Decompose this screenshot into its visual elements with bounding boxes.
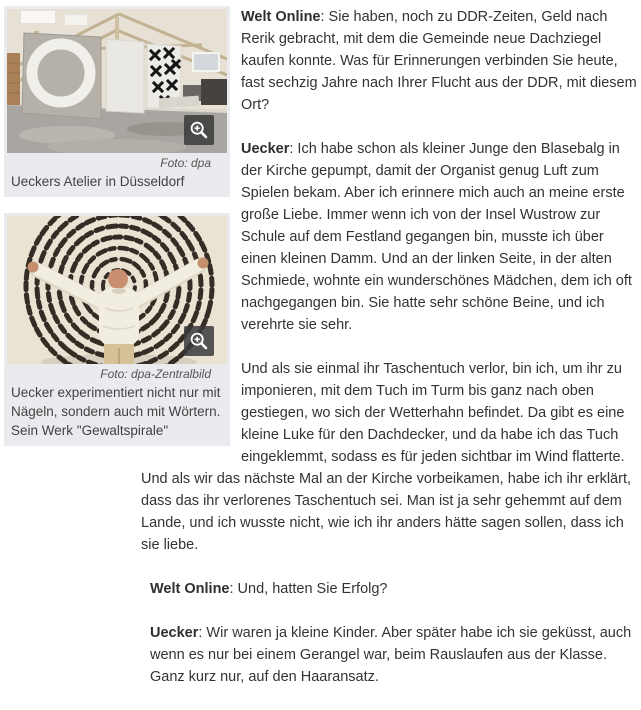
photo-credit: Foto: dpa-Zentralbild xyxy=(100,367,211,381)
photo-caption: Ueckers Atelier in Düsseldorf xyxy=(11,174,185,189)
gewaltspirale-photo[interactable] xyxy=(7,216,227,364)
article-body xyxy=(11,6,641,688)
paragraph-text: Und als sie einmal ihr Taschentuch verlor, bin ich, um ihr zu imponieren, mit dem Tuch im Turm bis ganz nach oben gestiegen, wo sich der Wetterhahn befindet. Da gibt es eine kleine Luke für den Dachdecker, und da habe ich das Tuch eingeklemmt, sodass es für jeden sichtbar im Wind flatterte. Und als wir das nächste Mal an der Kirche vorbeikamen, habe ich ihr erklärt, dass das ihr verlorenes Taschentuch sei. Man ist ja sehr gehemmt auf dem Lande, und ich wusste nicht, wie ich ihr anders hätte sagen sollen, dass ich sie liebe. xyxy=(141,361,632,553)
zoom-button[interactable] xyxy=(184,115,214,145)
paragraph-text: : Wir waren ja kleine Kinder. Aber später habe ich sie geküsst, auch wenn es nur bei einem Gerangel war, beim Rauslaufen aus der Klasse. Ganz kurz nur, auf den Haaransatz. xyxy=(150,625,632,685)
speaker-label: Uecker xyxy=(241,141,290,157)
paragraph-text: : Und, hatten Sie Erfolg? xyxy=(229,581,388,597)
speaker-label: Uecker xyxy=(150,625,199,641)
atelier-photo[interactable] xyxy=(7,9,227,153)
interview-paragraph-answer-2 xyxy=(150,622,641,688)
photo-caption: Uecker experimentiert nicht nur mit Nägeln, sondern auch mit Wörtern. Sein Werk "Gewaltspirale" xyxy=(11,385,221,438)
interview-paragraph-question-2 xyxy=(150,578,641,600)
speaker-label: Welt Online xyxy=(150,581,230,597)
figure-atelier xyxy=(4,6,230,197)
figure-gewaltspirale xyxy=(4,213,230,446)
paragraph-text: : Ich habe schon als kleiner Junge den Blasebalg in der Kirche gepumpt, damit der Organist genug Luft zum Spielen bekam. Aber ich erinnere mich auch an meine erste große Liebe. Immer wenn ich von der Insel Wustrow zur Schule auf dem Festland gegangen bin, musste ich über einen kleinen Damm. Und an der linken Seite, in der alten Schmiede, wohnte ein wunderschönes Mädchen, dem ich oft nachgegangen bin. Sie hatte sehr schöne Beine, und ich verehrte sie sehr. xyxy=(241,141,632,333)
paragraph-text: : Sie haben, noch zu DDR-Zeiten, Geld nach Rerik gebracht, mit dem die Gemeinde neue Dachziegel kaufen konnte. Was für Erinnerungen verbinden Sie heute, fast sechzig Jahre nach Ihrer Flucht aus der DDR, mit diesem Ort? xyxy=(241,9,637,113)
speaker-label: Welt Online xyxy=(241,9,321,25)
zoom-button[interactable] xyxy=(184,326,214,356)
magnifier-plus-icon xyxy=(189,331,209,351)
photo-credit: Foto: dpa xyxy=(160,156,211,170)
magnifier-plus-icon xyxy=(189,120,209,140)
